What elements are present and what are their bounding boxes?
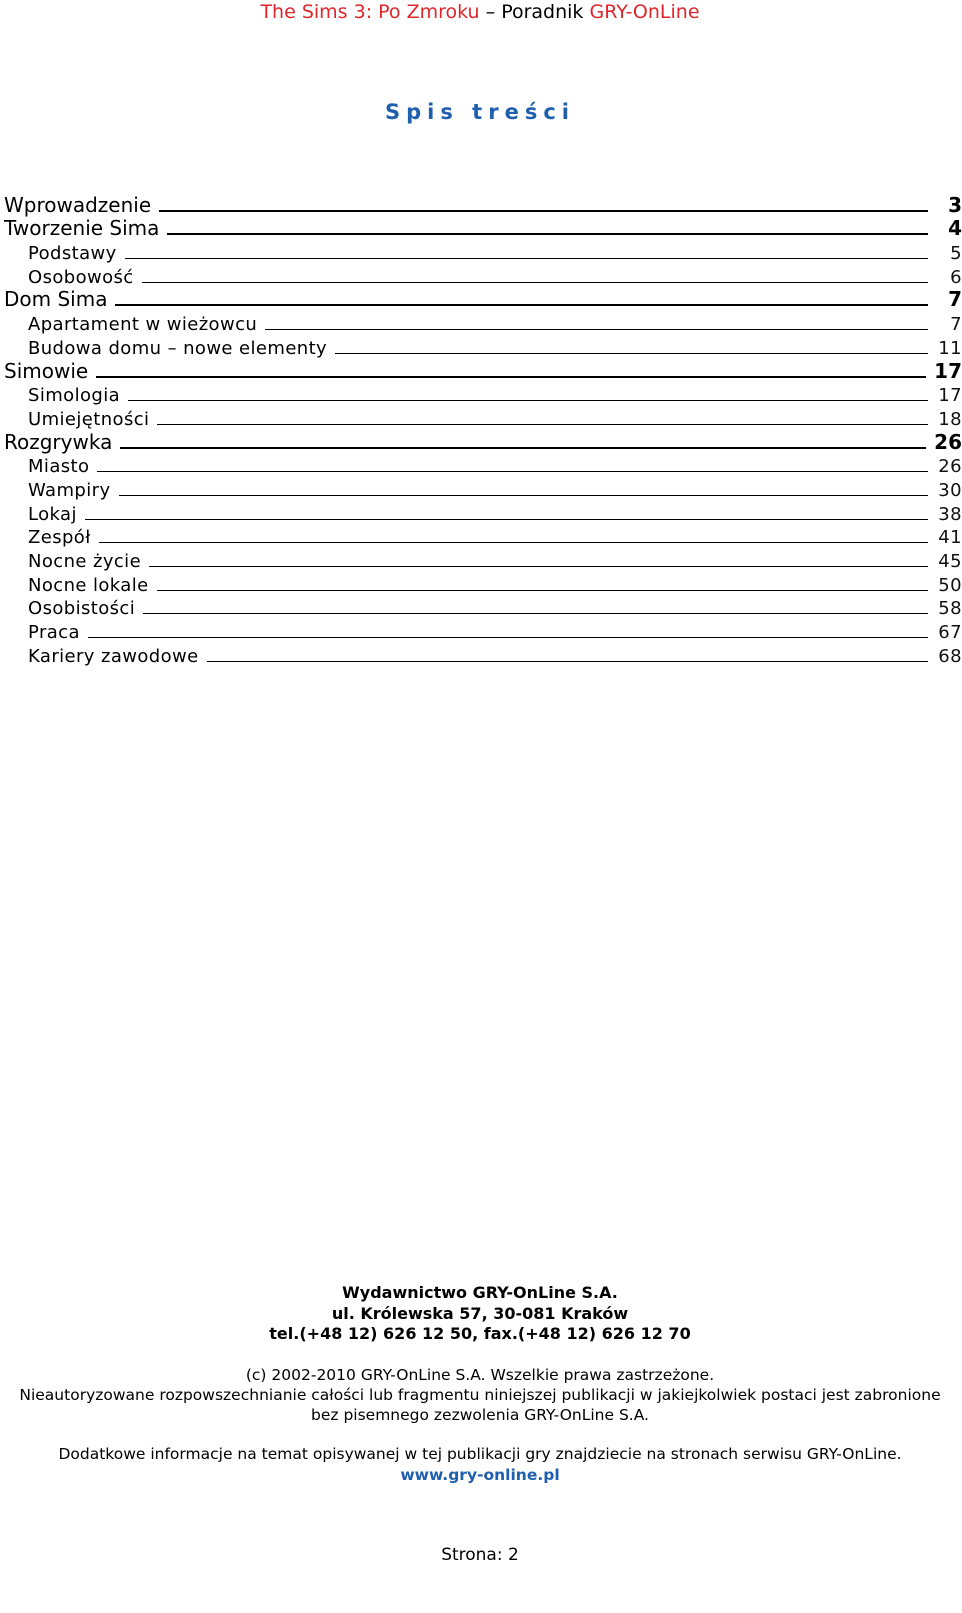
- toc-leader-line: [157, 590, 928, 591]
- toc-entry[interactable]: [4, 217, 962, 241]
- toc-entry[interactable]: [4, 596, 962, 620]
- toc-entry-label: Osobowość: [28, 266, 134, 288]
- toc-entry-label: Praca: [28, 622, 80, 644]
- toc-leader-line: [128, 400, 928, 401]
- toc-entry-page: 30: [938, 479, 962, 501]
- toc-entry-page: 58: [938, 598, 962, 620]
- toc-entry-label: Dom Sima: [4, 287, 108, 312]
- toc-entry-label: Osobistości: [28, 598, 136, 620]
- toc-entry-page: 5: [950, 243, 962, 265]
- toc-entry-label: Miasto: [28, 456, 90, 478]
- table-of-contents: [4, 193, 962, 667]
- copyright-text: (c) 2002-2010 GRY-OnLine S.A. Wszelkie prawa zastrzeżone.: [245, 1366, 715, 1384]
- toc-title: Spis treści: [385, 100, 575, 124]
- toc-leader-line: [115, 304, 928, 306]
- toc-entry[interactable]: [4, 477, 962, 501]
- publisher-phone: tel.(+48 12) 626 12 50, fax.(+48 12) 626 12 70: [269, 1324, 691, 1343]
- toc-entry[interactable]: [4, 548, 962, 572]
- toc-leader-line: [157, 424, 928, 425]
- toc-leader-line: [96, 376, 926, 378]
- toc-entry-page: 7: [950, 314, 962, 336]
- toc-entry-label: Rozgrywka: [4, 429, 113, 454]
- toc-entry-label: Apartament w wieżowcu: [28, 314, 258, 336]
- toc-entry-page: 45: [938, 551, 962, 572]
- website-link[interactable]: www.gry-online.pl: [400, 1466, 560, 1484]
- legal-block: [16, 1365, 944, 1425]
- toc-entry-page: 17: [934, 358, 962, 383]
- toc-leader-line: [167, 233, 928, 235]
- toc-leader-line: [142, 282, 928, 283]
- toc-entry-page: 26: [938, 456, 962, 478]
- toc-entry[interactable]: [4, 430, 962, 454]
- toc-leader-line: [85, 519, 928, 520]
- toc-entry-label: Simowie: [4, 358, 89, 383]
- toc-entry[interactable]: [4, 264, 962, 288]
- toc-leader-line: [143, 613, 928, 614]
- header-dash: –: [479, 1, 502, 23]
- toc-entry-page: 67: [938, 622, 962, 644]
- toc-entry[interactable]: [4, 311, 962, 335]
- legal-notice: Nieautoryzowane rozpowszechnianie całości lub fragmentu niniejszej publikacji w jakiejkolwiek postaci jest zabronione bez pisemnego zezwolenia GRY-OnLine S.A.: [19, 1386, 941, 1424]
- toc-leader-line: [335, 353, 928, 354]
- toc-leader-line: [97, 471, 928, 472]
- toc-entry-page: 50: [938, 574, 962, 596]
- toc-entry[interactable]: [4, 643, 962, 667]
- toc-entry-page: 17: [938, 385, 962, 407]
- more-info-text: Dodatkowe informacje na temat opisywanej w tej publikacji gry znajdziecie na stronach serwisu GRY-OnLine.: [58, 1445, 902, 1463]
- toc-entry-label: Budowa domu – nowe elementy: [28, 337, 328, 359]
- toc-entry[interactable]: [4, 572, 962, 596]
- toc-entry[interactable]: [4, 193, 962, 217]
- toc-entry-label: Simologia: [28, 385, 121, 407]
- publisher-block: [0, 1283, 960, 1345]
- header-game-title: The Sims 3: Po Zmroku: [260, 1, 480, 23]
- toc-entry[interactable]: [4, 288, 962, 312]
- toc-entry-label: Zespół: [28, 527, 91, 549]
- toc-entry[interactable]: [4, 619, 962, 643]
- toc-entry-label: Nocne lokale: [28, 574, 149, 596]
- toc-entry-label: Wprowadzenie: [4, 192, 152, 217]
- toc-entry[interactable]: [4, 501, 962, 525]
- toc-entry[interactable]: [4, 383, 962, 407]
- toc-entry-page: 11: [938, 337, 962, 359]
- toc-entry-page: 6: [950, 266, 962, 288]
- toc-entry[interactable]: [4, 240, 962, 264]
- toc-leader-line: [88, 637, 928, 638]
- header-brand: GRY-OnLine: [589, 1, 700, 23]
- toc-entry-label: Podstawy: [28, 243, 117, 265]
- publisher-name: Wydawnictwo GRY-OnLine S.A.: [342, 1283, 618, 1302]
- toc-entry-page: 68: [938, 645, 962, 667]
- toc-entry-label: Nocne życie: [28, 551, 142, 572]
- toc-leader-line: [125, 258, 928, 259]
- toc-entry-page: 18: [938, 408, 962, 430]
- toc-entry-page: 3: [948, 192, 962, 217]
- toc-entry-page: 26: [934, 429, 962, 454]
- toc-entry-label: Wampiry: [28, 479, 111, 501]
- toc-entry[interactable]: [4, 335, 962, 359]
- toc-leader-line: [99, 542, 928, 543]
- toc-entry[interactable]: [4, 406, 962, 430]
- more-info-block: [0, 1444, 960, 1486]
- page-header: [0, 0, 960, 24]
- publisher-address: ul. Królewska 57, 30-081 Kraków: [331, 1303, 629, 1323]
- toc-entry-page: 41: [938, 527, 962, 549]
- toc-entry-label: Lokaj: [28, 503, 77, 525]
- toc-entry-page: 7: [948, 287, 962, 312]
- header-guide-label: Poradnik: [501, 1, 590, 23]
- toc-leader-line: [149, 566, 928, 567]
- page-number: Strona: 2: [441, 1545, 519, 1565]
- toc-leader-line: [159, 210, 928, 212]
- toc-entry[interactable]: [4, 359, 962, 383]
- toc-leader-line: [265, 329, 928, 330]
- toc-entry-label: Umiejętności: [28, 408, 150, 430]
- toc-entry-page: 38: [938, 503, 962, 525]
- toc-leader-line: [207, 661, 928, 662]
- toc-leader-line: [120, 447, 926, 449]
- toc-leader-line: [119, 495, 929, 496]
- toc-entry[interactable]: [4, 525, 962, 549]
- toc-entry-page: 4: [948, 216, 962, 241]
- toc-entry-label: Tworzenie Sima: [4, 216, 160, 241]
- toc-entry[interactable]: [4, 454, 962, 478]
- toc-entry-label: Kariery zawodowe: [28, 645, 199, 667]
